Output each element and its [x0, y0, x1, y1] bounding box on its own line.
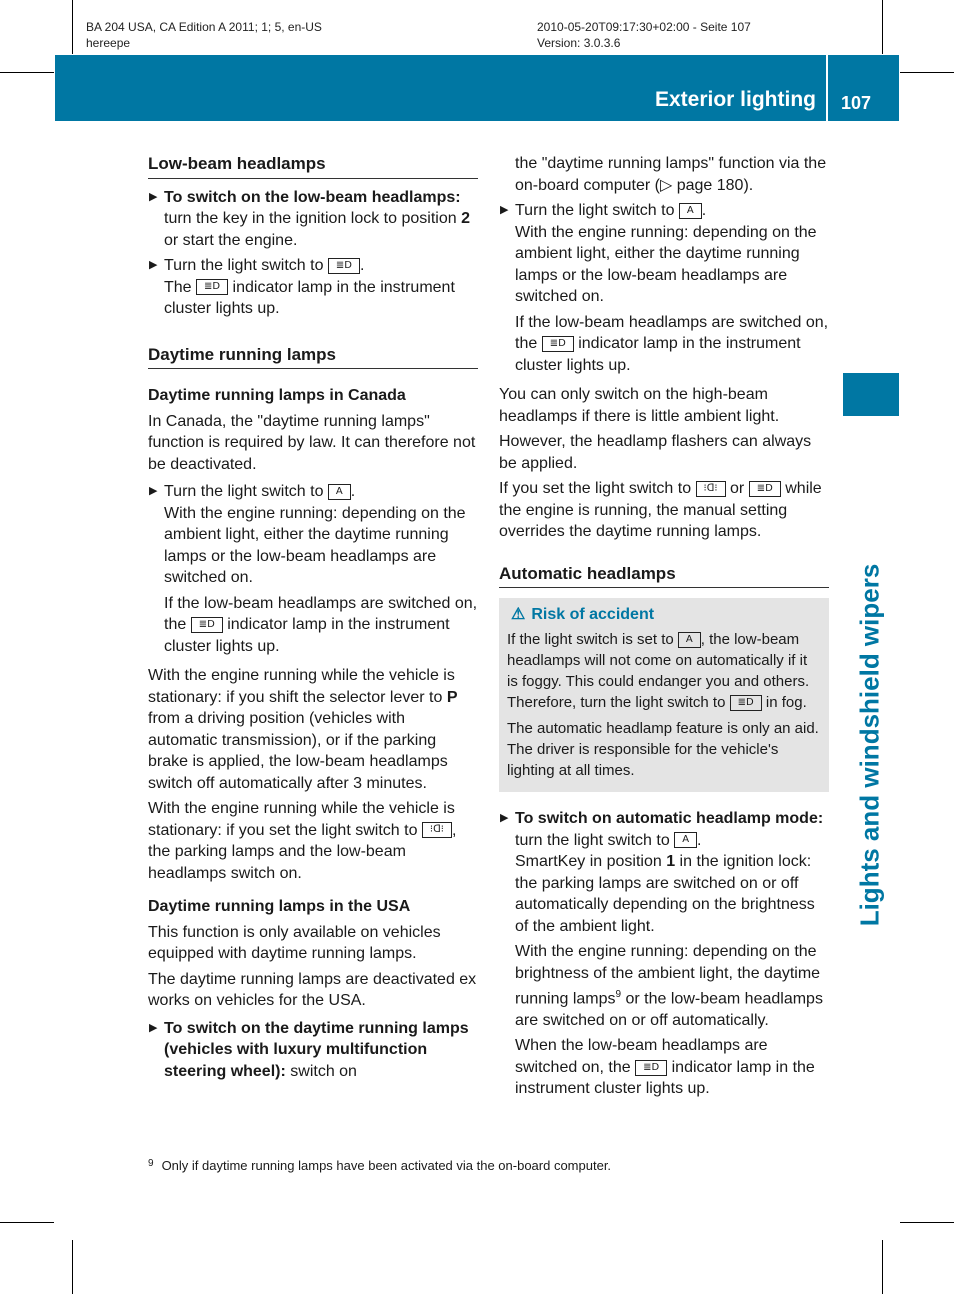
- meta-timestamp: 2010-05-20T09:17:30+02:00 - Seite 107: [537, 20, 751, 34]
- print-meta-left: [86, 19, 322, 51]
- parking-lamp-icon: ⁝ᗡ⁝: [696, 481, 726, 497]
- warning-title: Risk of accident: [531, 606, 655, 623]
- paragraph: You can only switch on the high-beam headlamps if there is little ambient light.: [499, 386, 780, 425]
- paragraph: [499, 941, 829, 1031]
- text: or the low-beam headlamps are switched on or off automatically.: [515, 990, 823, 1029]
- footnote-ref: 9: [615, 989, 622, 1000]
- crop-mark: [0, 1222, 54, 1223]
- text: indicator lamp in the instrument cluster lights up.: [515, 1058, 815, 1098]
- section-header-bar: [55, 55, 899, 121]
- paragraph: [148, 593, 478, 658]
- paragraph: With the engine running: depending on the ambient light, either the daytime running lamps or the low-beam headlamps are switched on.: [515, 223, 817, 305]
- step-title: To switch on the low-beam headlamps:: [164, 188, 461, 206]
- subheading-usa: Daytime running lamps in the USA: [148, 898, 411, 915]
- footnote-text: Only if daytime running lamps have been activated via the on-board computer.: [161, 1158, 612, 1173]
- text: indicator lamp in the instrument cluster lights up.: [164, 616, 450, 655]
- heading-daytime-running: Daytime running lamps: [148, 344, 478, 370]
- step-text: switch on: [285, 1062, 357, 1080]
- left-column: [148, 153, 478, 1086]
- text: in the ignition lock: the parking lamps are switched on or off automatically depending on the brightness of the ambient light.: [515, 853, 815, 935]
- footnote-number: 9: [148, 1158, 154, 1169]
- step-text: Turn the light switch to: [164, 483, 328, 500]
- low-beam-icon: ≣D: [749, 481, 781, 497]
- meta-author: hereepe: [86, 36, 131, 50]
- text: indicator lamp in the instrument cluster lights up.: [164, 278, 455, 317]
- text: , the parking lamps and the low-beam headlamps switch on.: [148, 821, 457, 882]
- warning-header: [507, 604, 821, 625]
- step-text: turn the key in the ignition lock to position: [164, 210, 462, 227]
- arrow-bullet-icon: ▶: [500, 204, 509, 216]
- auto-light-icon: A: [674, 832, 697, 848]
- step-item: [499, 200, 829, 222]
- paragraph: This function is only available on vehicles equipped with daytime running lamps.: [148, 923, 441, 962]
- meta-version: Version: 3.0.3.6: [537, 36, 621, 50]
- auto-light-icon: A: [679, 203, 702, 219]
- paragraph: [499, 312, 829, 377]
- arrow-bullet-icon: ▶: [149, 259, 158, 271]
- text: With the engine running: depending on the brightness of the ambient light, the daytime running lamps: [515, 943, 821, 1008]
- meta-edition: BA 204 USA, CA Edition A 2011; 1; 5, en-US: [86, 20, 322, 34]
- text: while the engine is running, the manual setting overrides the daytime running lamps.: [499, 480, 822, 540]
- text: or: [725, 480, 749, 497]
- text: When the low-beam headlamps are switched on, the: [515, 1037, 768, 1076]
- paragraph: In Canada, the "daytime running lamps" function is required by law. It can therefore not be deactivated.: [148, 412, 476, 473]
- crop-mark: [900, 1222, 954, 1223]
- warning-text: The automatic headlamp feature is only an aid. The driver is responsible for the vehicle's lighting at all times.: [507, 720, 819, 779]
- warning-triangle-icon: ⚠: [511, 606, 526, 623]
- step-text: .: [701, 202, 707, 219]
- step-item: [148, 1018, 478, 1083]
- subheading-canada: Daytime running lamps in Canada: [148, 387, 406, 404]
- step-text: .: [360, 257, 365, 274]
- step-text: Turn the light switch to: [515, 202, 679, 219]
- warning-box: [499, 598, 829, 792]
- text: If the low-beam headlamps are switched on, the: [515, 313, 829, 352]
- paragraph: [499, 478, 829, 543]
- arrow-bullet-icon: ▶: [149, 1021, 158, 1034]
- footnote: [148, 1158, 611, 1173]
- heading-low-beam: Low-beam headlamps: [148, 153, 478, 179]
- low-beam-icon: ≣D: [191, 617, 223, 633]
- crop-mark: [72, 0, 73, 54]
- arrow-bullet-icon: ▶: [500, 812, 509, 824]
- warning-text: [507, 629, 821, 713]
- step-text: or start the engine.: [164, 231, 298, 249]
- arrow-bullet-icon: ▶: [149, 190, 158, 203]
- step-text: .: [350, 483, 356, 500]
- text: If you set the light switch to: [499, 480, 696, 497]
- text: The: [164, 278, 197, 296]
- paragraph: [148, 798, 478, 884]
- low-beam-icon: ≣D: [196, 279, 228, 295]
- text: If the low-beam headlamps are switched on, the: [164, 594, 478, 633]
- paragraph: [148, 277, 478, 320]
- parking-lamp-icon: ⁝ᗡ⁝: [422, 822, 452, 838]
- position-number: 1: [666, 853, 676, 870]
- paragraph: [148, 665, 478, 794]
- text: If the light switch is set to: [507, 631, 678, 648]
- step-text: Turn the light switch to: [164, 257, 328, 274]
- crop-mark: [72, 1240, 73, 1294]
- paragraph: With the engine running: depending on the ambient light, either the daytime running lamps or the low-beam headlamps are switched on.: [164, 504, 466, 586]
- text: in fog.: [761, 694, 807, 711]
- text: SmartKey in position: [515, 853, 667, 870]
- chapter-tab-label: Lights and windshield wipers: [854, 563, 885, 927]
- low-beam-icon: ≣D: [730, 695, 762, 711]
- step-title: To switch on automatic headlamp mode:: [515, 810, 824, 827]
- auto-light-icon: A: [678, 632, 701, 648]
- section-title: Exterior lighting: [654, 88, 816, 111]
- page-number: 107: [841, 93, 872, 113]
- step-text: turn the light switch to: [515, 831, 675, 849]
- chapter-tab-marker: [843, 373, 899, 416]
- text: , the low-beam headlamps will not come on automatically if it is foggy. This could endanger you and others. Therefore, turn the light switch to: [507, 631, 810, 711]
- print-meta-right: [537, 19, 751, 51]
- crop-mark: [882, 1240, 883, 1294]
- selector-position: P: [446, 688, 458, 706]
- heading-automatic-headlamps: Automatic headlamps: [499, 563, 829, 589]
- auto-light-icon: A: [328, 484, 351, 500]
- step-title: To switch on the daytime running lamps (vehicles with luxury multifunction steering wheel):: [164, 1019, 469, 1080]
- step-item: [148, 255, 478, 277]
- text: from a driving position (vehicles with automatic transmission), or if the parking brake is applied, the low-beam headlamps switch off automatically after 3 minutes.: [148, 710, 448, 792]
- low-beam-icon: ≣D: [635, 1060, 667, 1076]
- text: indicator lamp in the instrument cluster lights up.: [515, 335, 801, 374]
- text: With the engine running while the vehicle is stationary: if you shift the selector lever to: [148, 667, 455, 706]
- step-item: [499, 808, 829, 851]
- low-beam-icon: ≣D: [542, 336, 574, 352]
- paragraph: However, the headlamp flashers can always be applied.: [499, 433, 812, 472]
- step-text: .: [697, 831, 702, 849]
- text: With the engine running while the vehicle is stationary: if you set the light switch to: [148, 800, 455, 839]
- paragraph: [499, 1035, 829, 1100]
- header-divider: [826, 55, 828, 121]
- arrow-bullet-icon: ▶: [149, 485, 158, 497]
- paragraph: [499, 851, 829, 937]
- paragraph: The daytime running lamps are deactivated ex works on vehicles for the USA.: [148, 970, 477, 1009]
- crop-mark: [882, 0, 883, 54]
- paragraph: the "daytime running lamps" function via the on-board computer (▷ page 180).: [515, 155, 827, 194]
- crop-mark: [0, 72, 54, 73]
- right-column: [499, 153, 829, 1104]
- step-item: [148, 481, 478, 503]
- crop-mark: [900, 72, 954, 73]
- position-number: 2: [461, 210, 470, 227]
- low-beam-icon: ≣D: [328, 258, 360, 274]
- step-item: [148, 187, 478, 252]
